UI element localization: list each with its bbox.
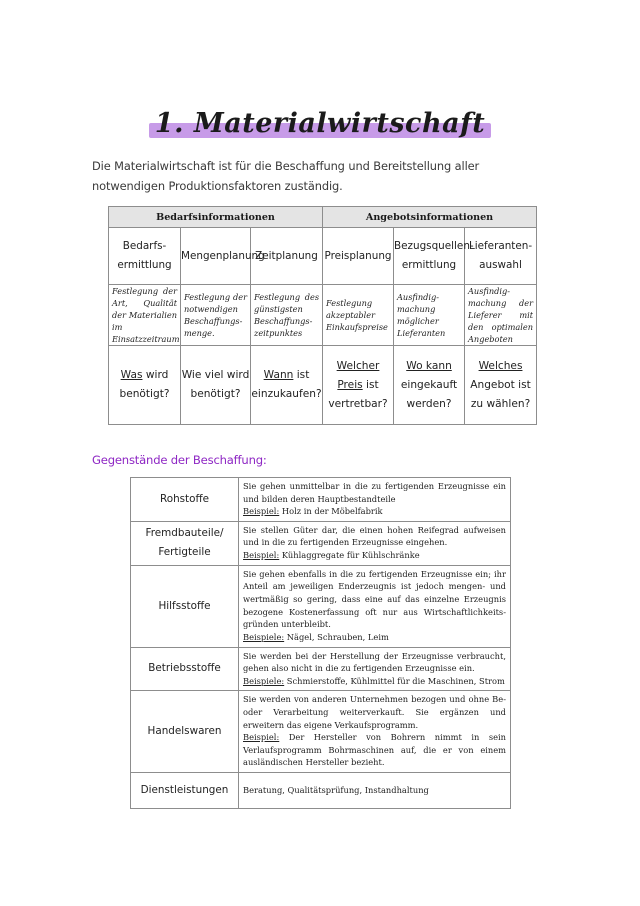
title-block <box>0 108 640 139</box>
task-description: Ausfindig-machung der Lieferer mit den optimalen Angeboten <box>465 285 537 346</box>
goods-example: Beispiel: Der Hersteller von Bohrern nimmt in sein Verlaufsprogramm Bohrmaschinen auf, die er von einem ausländischen Hersteller bezieht. <box>243 732 506 768</box>
goods-example: Beispiele: Nägel, Schrauben, Leim <box>243 631 389 642</box>
goods-label: Hilfsstoffe <box>131 565 239 647</box>
task-question: Welches Angebot ist zu wählen? <box>465 346 537 425</box>
goods-label: Fremdbauteile/ Fertigteile <box>131 521 239 565</box>
question-keyword: Wann <box>263 369 294 381</box>
goods-description <box>239 521 511 565</box>
goods-label: Dienstleistungen <box>131 772 239 808</box>
goods-description <box>239 478 511 522</box>
goods-text: Beratung, Qualitätsprüfung, Instandhaltung <box>243 784 429 795</box>
goods-row <box>131 521 511 565</box>
example-key: Beispiel: <box>243 506 280 517</box>
task-name-text: Mengenplanung <box>181 249 265 262</box>
information-table <box>108 206 537 425</box>
page-title <box>149 108 491 139</box>
example-key: Beispiele: <box>243 631 285 642</box>
task-name-text: Bezugsquellen- ermittlung <box>394 240 474 271</box>
task-name-text: Bedarfs- ermittlung <box>117 240 172 271</box>
task-name <box>394 228 474 285</box>
task-description: Festlegung der Art, Qualität der Materialien im Einsatzzeitraum <box>109 285 181 346</box>
goods-row <box>131 478 511 522</box>
goods-text: Sie gehen ebenfalls in die zu fertigenden Erzeugnisse ein; ihr Anteil am jeweiligen Enderzeugnis ist jedoch mengen- und wertmäßig so gering, dass eine auf das einzelne Erzeugnis bezogene Kostenerfassung oft nur aus Wirtschaftlichkeits-gründen unterbleibt. <box>243 568 506 630</box>
page-title-text: 1. Materialwirtschaft <box>154 108 486 139</box>
example-key: Beispiele: <box>243 675 285 686</box>
question-keyword: Was <box>120 369 143 381</box>
row-questions <box>109 346 537 425</box>
task-question: Wo kann eingekauft werden? <box>394 346 465 425</box>
task-name-text: Zeitplanung <box>255 249 318 262</box>
goods-description <box>239 647 511 691</box>
goods-label: Betriebsstoffe <box>131 647 239 691</box>
goods-row <box>131 565 511 647</box>
example-key: Beispiel: <box>243 732 280 743</box>
header-supply: Angebotsinformationen <box>323 207 537 228</box>
question-keyword: Welcher Preis <box>336 359 380 391</box>
goods-text: Sie werden bei der Herstellung der Erzeugnisse verbraucht, gehen also nicht in die zu fertigenden Erzeugnisse ein. <box>243 650 506 674</box>
task-name <box>323 228 394 285</box>
intro-text: Die Materialwirtschaft ist für die Beschaffung und Bereitstellung aller notwendigen Produktionsfaktoren zuständig. <box>92 159 480 193</box>
row-descriptions <box>109 285 537 346</box>
task-question: Wann ist einzukaufen? <box>251 346 323 425</box>
task-question: Welcher Preis ist vertretbar? <box>323 346 394 425</box>
goods-label: Handelswaren <box>131 691 239 773</box>
row-task-names <box>109 228 537 285</box>
section-heading: Gegenstände der Beschaffung: <box>92 453 267 467</box>
task-name <box>465 228 537 285</box>
procurement-goods-table <box>130 477 511 809</box>
header-demand: Bedarfsinformationen <box>109 207 323 228</box>
goods-description <box>239 565 511 647</box>
goods-description <box>239 691 511 773</box>
task-description: Festlegung des günstigsten Beschaffungs-zeitpunktes <box>251 285 323 346</box>
task-description: Festlegung akzeptabler Einkaufspreise <box>323 285 394 346</box>
goods-example: Beispiele: Schmierstoffe, Kühlmittel für die Maschinen, Strom <box>243 675 505 686</box>
goods-label: Rohstoffe <box>131 478 239 522</box>
question-keyword: Wo kann <box>406 359 452 372</box>
goods-example: Beispiel: Kühlaggregate für Kühlschränke <box>243 549 420 560</box>
goods-row <box>131 647 511 691</box>
goods-text: Sie werden von anderen Unternehmen bezogen und ohne Be-oder Verarbeitung weiterverkauft. Sie ergänzen und erweitern das eigene Verkaufsprogramm. <box>243 694 506 730</box>
task-name <box>109 228 181 285</box>
goods-description <box>239 772 511 808</box>
task-question: Wie viel wird benötigt? <box>181 346 251 425</box>
goods-row <box>131 772 511 808</box>
task-name <box>181 228 265 285</box>
task-description: Festlegung der notwendigen Beschaffungs-menge. <box>181 285 251 346</box>
task-question: Was wird benötigt? <box>109 346 181 425</box>
task-name-text: Lieferanten- auswahl <box>468 240 533 271</box>
goods-text: Sie gehen unmittelbar in die zu fertigenden Erzeugnisse ein und bilden deren Hauptbestandteile <box>243 481 506 504</box>
example-key: Beispiel: <box>243 549 280 560</box>
goods-row <box>131 691 511 773</box>
task-name <box>251 228 323 285</box>
task-name-text: Preisplanung <box>324 249 392 262</box>
goods-text: Sie stellen Güter dar, die einen hohen Reifegrad aufweisen und in die zu fertigenden Erzeugnisse eingehen. <box>243 524 506 548</box>
goods-example: Beispiel: Holz in der Möbelfabrik <box>243 506 383 517</box>
question-keyword: Welches <box>478 359 523 372</box>
task-description: Ausfindig-machung möglicher Lieferanten <box>394 285 465 346</box>
